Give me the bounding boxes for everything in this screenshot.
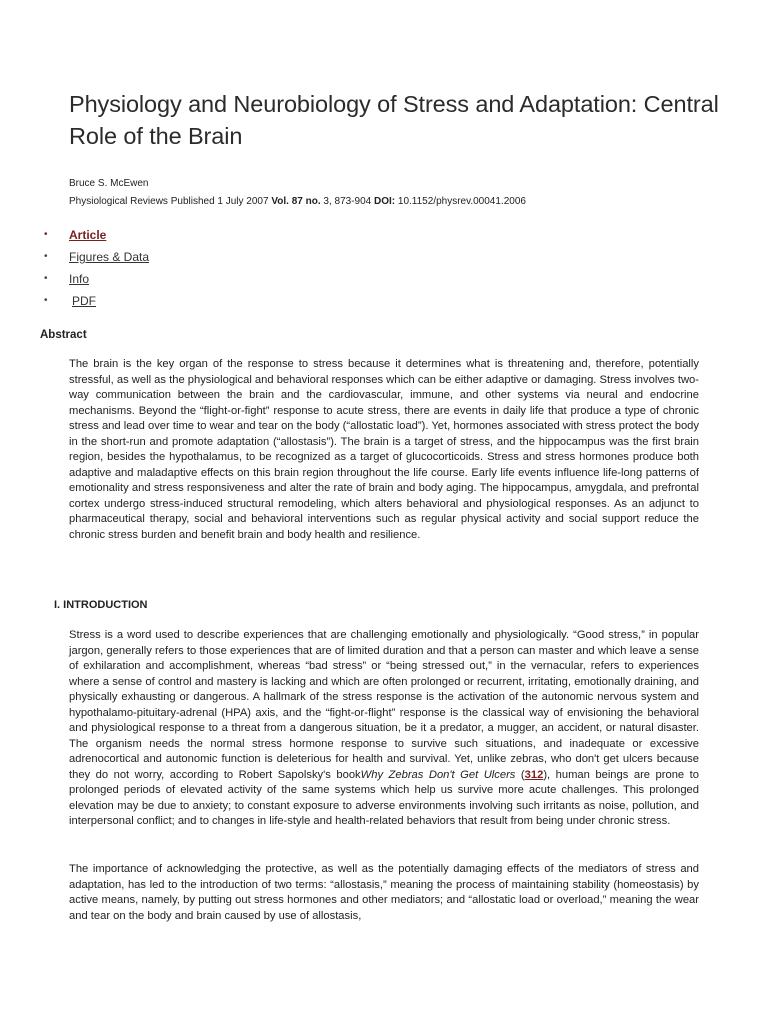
journal-info: Physiological Reviews Published 1 July 2007 [69,196,272,207]
issue-label: no. [302,196,321,207]
nav-link-pdf[interactable]: PDF [72,294,96,308]
nav-link-article[interactable]: Article [69,228,107,242]
intro-text-start: Stress is a word used to describe experiences that are challenging emotionally and physiologically. “Good stress,” in popular jargon, generally refers to those experiences that are of limited duration and that a person can master and which leave a sense of exhilaration and accomplishment, whereas “bad stress” or “being stressed out,” in the vernacular, refers to experiences where a sense of control and mastery is lacking and which are often prolonged or recurrent, irritating, emotionally draining, and physically exhausting or dangerous. A hallmark of the stress response is the activation of the autonomic nervous system and hypothalamo-pituitary-adrenal (HPA) axis, and the “fight-or-flight” response is the classical way of envisioning the behavioral and physiological response to a threat from a dangerous situation, be it a predator, a mugger, an accident, or natural disaster. The organism needs the normal stress hormone response to survive such situations, and inadequate or excessive adrenocortical and autonomic function is deleterious for health and survival. Yet, unlike zebras, who don't get ulcers because they do not worry, according to Robert Sapolsky's book [69,629,699,781]
abstract-heading: Abstract [40,329,87,341]
volume-label: Vol. 87 [271,196,303,207]
abstract-text: The brain is the key organ of the response to stress because it determines what is threatening and, therefore, potentially stressful, as well as the physiological and behavioral responses which can be either adaptive or damaging. Stress involves two-way communication between the brain and the cardiovascular, immune, and other systems via neural and endocrine mechanisms. Beyond the “flight-or-fight” response to acute stress, there are events in daily life that produce a type of chronic stress and lead over time to wear and tear on the body (“allostatic load”). Yet, hormones associated with stress protect the body in the short-run and promote adaptation (“allostasis”). The brain is a target of stress, and the hippocampus was the first brain region, besides the hypothalamus, to be recognized as a target of glucocorticoids. Stress and stress hormones produce both adaptive and maladaptive effects on this brain region throughout the life course. Early life events influence life-long patterns of emotionality and stress responsiveness and alter the rate of brain and body aging. The hippocampus, amygdala, and prefrontal cortex undergo stress-induced structural remodeling, which alters behavioral and physiological responses. As an adjunct to pharmaceutical therapy, social and behavioral interventions such as regular physical activity and social support reduce the chronic stress burden and benefit brain and body health and resilience. [69,358,699,541]
article-title: Physiology and Neurobiology of Stress and Adaptation: Central Role of the Brain [69,91,719,149]
paren-open: ( [515,768,525,781]
introduction-heading: I. INTRODUCTION [54,599,148,611]
author-name: Bruce S. McEwen [69,178,149,189]
nav-link-info[interactable]: Info [69,272,90,286]
intro-text-end: ), human beings are prone to prolonged periods of elevated activity of the same systems which help us survive more acute challenges. This prolonged elevation may be due to anxiety; to constant exposure to adverse environments involving such irritants as noise, pollution, and interpersonal conflict; and to changes in life-style and health-related behaviors that result from being under chronic stress. [69,768,699,827]
bullet-icon: • [44,251,48,262]
reference-link-312[interactable]: 312 [524,768,544,781]
nav-link-figures-data[interactable]: Figures & Data [69,250,150,264]
book-title: Why Zebras Don't Get Ulcers [360,768,516,781]
issue-pages: 3, 873-904 [320,196,374,207]
introduction-paragraph-1 [69,628,699,830]
citation-line [69,196,526,207]
doi-value: 10.1152/physrev.00041.2006 [395,196,526,207]
bullet-icon: • [44,273,48,284]
bullet-icon: • [44,229,48,240]
doi-label: DOI: [374,196,396,207]
introduction-paragraph-2: The importance of acknowledging the protective, as well as the potentially damaging effects of the mediators of stress and adaptation, has led to the introduction of two terms: “allostasis,” meaning the process of maintaining stability (homeostasis) by active means, namely, by putting out stress hormones and other mediators; and “allostatic load or overload,” meaning the wear and tear on the body and brain caused by use of allostasis, [69,863,699,922]
bullet-icon: • [44,295,48,306]
